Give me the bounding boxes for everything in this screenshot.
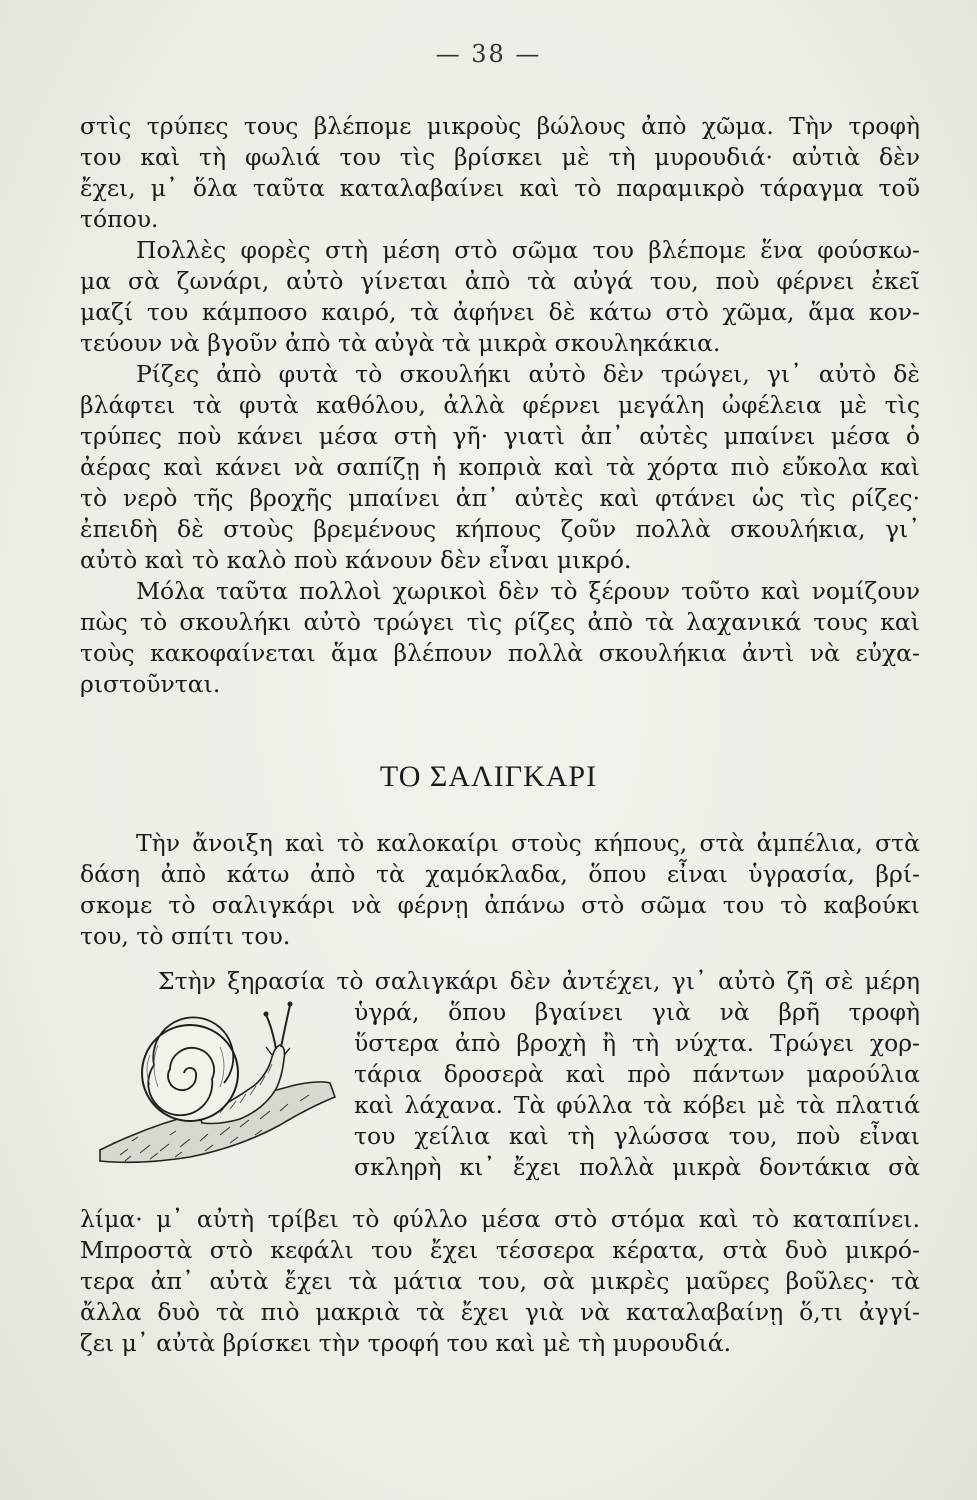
- text-line: Στὴν ξηρασία τὸ σαλιγκάρι δὲν ἀντέχει, γι᾽ αὐτὸ ζῆ σὲ μέρη: [158, 967, 920, 995]
- text-line: Ρίζες ἀπὸ φυτὰ τὸ σκουλήκι αὐτὸ δὲν τρώγει, γι᾽ αὐτὸ δὲ: [136, 360, 920, 388]
- text-line: λίμα· μ᾽ αὐτὴ τρίβει τὸ φύλλο μέσα στὸ στόμα καὶ τὸ καταπίνει.: [80, 1205, 920, 1233]
- snail-anatomy-paragraph: [80, 1204, 920, 1359]
- text-line: του καὶ τὴ φωλιά του τὶς βρίσκει μὲ τὴ μυρουδιά· αὐτιὰ δὲν: [80, 143, 920, 171]
- text-line: τόπου.: [80, 205, 159, 233]
- text-line: τερα ἀπ᾽ αὐτὰ ἔχει τὰ μάτια του, σὰ μικρὲς μαῦρες βοῦλες· τὰ: [80, 1267, 920, 1295]
- text-line: ἄλλα δυὸ τὰ πιὸ μακριὰ τὰ ἔχει γιὰ νὰ καταλαβαίνῃ ὅ,τι ἀγγί-: [80, 1298, 920, 1326]
- text-line: Μπροστὰ στὸ κεφάλι του ἔχει τέσσερα κέρατα, στὰ δυὸ μικρό-: [80, 1236, 920, 1264]
- text-line: Τὴν ἄνοιξη καὶ τὸ καλοκαίρι στοὺς κήπους, στὰ ἀμπέλια, στὰ: [136, 829, 920, 857]
- text-line: τρύπες ποὺ κάνει μέσα στὴ γῆ· γιατὶ ἀπ᾽ αὐτὲς μπαίνει μέσα ὁ: [80, 422, 920, 450]
- text-line: ἀέρας καὶ κάνει νὰ σαπίζῃ ἡ κοπριὰ καὶ τὰ χόρτα πιὸ εὔκολα καὶ: [80, 453, 920, 481]
- intro-paragraph: [80, 111, 920, 235]
- text-line: σκομε τὸ σαλιγκάρι νὰ φέρνῃ ἀπάνω στὸ σῶμα του τὸ καβούκι: [80, 891, 920, 919]
- paragraph-eggs: [80, 235, 920, 359]
- snail-food-paragraph: [158, 966, 920, 1183]
- text-line: ὑγρά, ὅπου βγαίνει γιὰ νὰ βρῆ τροφὴ: [354, 998, 920, 1026]
- text-line: ὕστερα ἀπὸ βροχὴ ἢ τὴ νύχτα. Τρώγει χορ-: [354, 1029, 920, 1057]
- text-line: τεύουν νὰ βγοῦν ἀπὸ τὰ αὐγὰ τὰ μικρὰ σκουληκάκια.: [80, 329, 721, 357]
- text-line: του χείλια καὶ τὴ γλώσσα του, ποὺ εἶναι: [354, 1122, 920, 1150]
- paragraph-farmers: [80, 576, 920, 700]
- text-line: Πολλὲς φορὲς στὴ μέση στὸ σῶμα του βλέπομε ἕνα φούσκω-: [136, 236, 920, 264]
- text-line: τὸ νερὸ τῆς βροχῆς μπαίνει ἀπ᾽ αὐτὲς καὶ φτάνει ὡς τὶς ρίζες·: [80, 484, 920, 512]
- text-line: τάρια δροσερὰ καὶ πρὸ πάντων μαρούλια: [354, 1060, 920, 1088]
- paragraph-roots: [80, 359, 920, 576]
- text-line: μαζί του κάμποσο καιρό, τὰ ἀφήνει δὲ κάτω στὸ χῶμα, ἅμα κον-: [80, 298, 920, 326]
- text-line: αὐτὸ καὶ τὸ καλὸ ποὺ κάνουν δὲν εἶναι μικρό.: [80, 546, 632, 574]
- text-line: ἐπειδὴ δὲ στοὺς βρεμένους κήπους ζοῦν πολλὰ σκουλήκια, γι᾽: [80, 515, 920, 543]
- text-line: Μόλα ταῦτα πολλοὶ χωρικοὶ δὲν τὸ ξέρουν τοῦτο καὶ νομίζουν: [136, 577, 920, 605]
- text-line: πὼς τὸ σκουλήκι αὐτὸ τρώγει τὶς ρίζες ἀπὸ τὰ λαχανικά τους καὶ: [80, 608, 920, 636]
- text-line: ριστοῦνται.: [80, 670, 221, 698]
- page-number: — 38 —: [435, 40, 542, 68]
- text-line: μα σὰ ζωνάρι, αὐτὸ γίνεται ἀπὸ τὰ αὐγά του, ποὺ φέρνει ἐκεῖ: [80, 267, 920, 295]
- earthworm-text: [80, 111, 920, 700]
- text-line: ζει μ᾽ αὐτὰ βρίσκει τὴν τροφή του καὶ μὲ τὴ μυρουδιά.: [80, 1329, 732, 1357]
- text-line: τοὺς κακοφαίνεται ἅμα βλέπουν πολλὰ σκουλήκια ἀντὶ νὰ εὐχα-: [80, 639, 920, 667]
- text-line: στὶς τρύπες τους βλέπομε μικροὺς βώλους ἀπὸ χῶμα. Τὴν τροφὴ: [80, 112, 920, 140]
- text-line: βλάφτει τὰ φυτὰ καθόλου, ἀλλὰ φέρνει μεγάλη ὠφέλεια μὲ τὶς: [80, 391, 920, 419]
- text-line: του, τὸ σπίτι του.: [80, 922, 291, 950]
- snail-illustration: [80, 985, 340, 1175]
- section-heading: ΤΟ ΣΑΛΙΓΚΑΡΙ: [379, 760, 598, 793]
- text-line: σκληρὴ κι᾽ ἔχει πολλὰ μικρὰ δοντάκια σὰ: [354, 1153, 920, 1181]
- text-line: δάση ἀπὸ κάτω ἀπὸ τὰ χαμόκλαδα, ὅπου εἶναι ὑγρασία, βρί-: [80, 860, 920, 888]
- text-line: καὶ λάχανα. Τὰ φύλλα τὰ κόβει μὲ τὰ πλατιά: [354, 1091, 920, 1119]
- snail-intro-paragraph: [80, 828, 920, 952]
- text-line: ἔχει, μ᾽ ὅλα ταῦτα καταλαβαίνει καὶ τὸ παραμικρὸ τάραγμα τοῦ: [80, 174, 920, 202]
